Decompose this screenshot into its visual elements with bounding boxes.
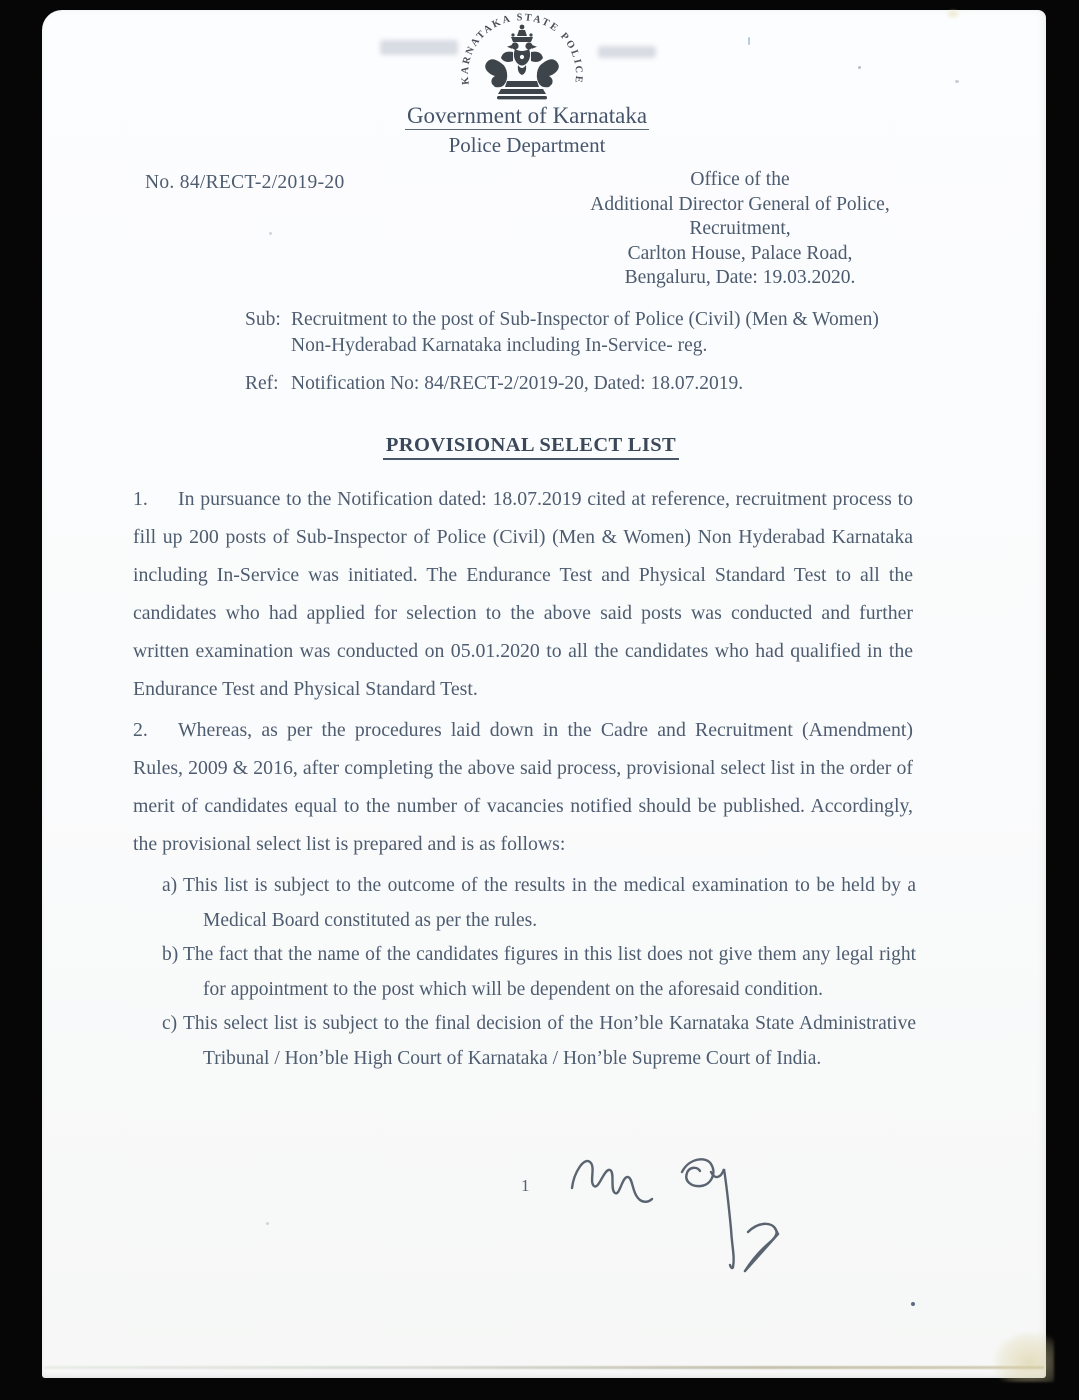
list-item-c: [162, 1007, 916, 1076]
subject-line: [245, 307, 963, 359]
subject-text-line2: Non-Hyderabad Karnataka including In-Service- reg.: [291, 335, 708, 356]
document-title-row: [42, 434, 1020, 457]
office-address-line: Carlton House, Palace Road,: [627, 242, 853, 264]
conditions-list: [162, 869, 916, 1076]
list-item-c-text: This select list is subject to the final decision of the Hon’ble Karnataka State Administrative Tribunal / Hon’ble High Court of Karnataka / Hon’ble Supreme Court of India.: [183, 1013, 916, 1069]
scan-stain: [994, 1332, 1054, 1382]
document-page: [42, 10, 1046, 1378]
page-number: 1: [521, 1176, 530, 1195]
office-address-line: Additional Director General of Police,: [590, 193, 890, 215]
department-title: Police Department: [448, 133, 606, 157]
scan-speck: [955, 80, 959, 83]
paragraph-2-number: 2.: [133, 719, 148, 741]
karnataka-state-police-emblem: [447, 13, 597, 115]
scan-speck: [266, 1222, 269, 1225]
office-address-line: Office of the: [690, 169, 790, 190]
paragraph-1-number: 1.: [133, 488, 148, 510]
scan-speck: [748, 37, 750, 45]
scan-paper-edge: [44, 1366, 1044, 1369]
letter-number: No. 84/RECT-2/2019-20: [145, 172, 345, 193]
office-address-block: [490, 168, 990, 291]
reference-text: Notification No: 84/RECT-2/2019-20, Dated: 18.07.2019.: [291, 373, 744, 394]
emblem-arc-text: KARNATAKA STATE POLICE: [459, 13, 585, 86]
scan-ghost-stamp: [380, 40, 458, 55]
gandaberunda-crest-icon: [485, 25, 559, 100]
scan-stain: [945, 8, 961, 20]
list-item-c-marker: c): [162, 1013, 178, 1034]
subject-text: [291, 307, 963, 359]
signature: [552, 1130, 802, 1305]
paragraph-2: [133, 711, 913, 863]
reference-label: Ref:: [245, 373, 279, 394]
list-item-a-text: This list is subject to the outcome of the results in the medical examination to be held by a Medical Board constituted as per the rules.: [183, 875, 916, 931]
subject-text-line1: Recruitment to the post of Sub-Inspector of Police (Civil) (Men & Women): [291, 309, 879, 330]
list-item-a: [162, 869, 916, 938]
list-item-b-marker: b): [162, 944, 179, 965]
office-address-line: Bengaluru, Date: 19.03.2020.: [624, 267, 856, 288]
government-title: Government of Karnataka: [406, 103, 648, 128]
scan-speck: [269, 232, 272, 235]
scan-speck: [858, 66, 861, 69]
scan-ghost-stamp: [598, 46, 656, 58]
scan-speck: [911, 1302, 915, 1306]
paragraph-1-text: In pursuance to the Notification dated: 18.07.2019 cited at reference, recruitment process to fill up 200 posts of Sub-Inspector of Police (Civil) (Men & Women) Non Hyderabad Karnataka including In-Service was initiated. The Endurance Test and Physical Standard Test to all the candidates who had applied for selection to the above said posts was conducted and further written examination was conducted on 05.01.2020 to all the candidates who had qualified in the Endurance Test and Physical Standard Test.: [133, 488, 913, 700]
reference-line: [245, 371, 963, 397]
list-item-b: [162, 938, 916, 1007]
subject-label: Sub:: [245, 309, 281, 330]
document-title: PROVISIONAL SELECT LIST: [383, 434, 679, 460]
paragraph-1: [133, 480, 913, 708]
list-item-a-marker: a): [162, 875, 178, 896]
list-item-b-text: The fact that the name of the candidates figures in this list does not give them any legal right for appointment to the post which will be dependent on the aforesaid condition.: [183, 944, 916, 1000]
office-address-line: Recruitment,: [689, 218, 791, 239]
paragraph-2-text: Whereas, as per the procedures laid down in the Cadre and Recruitment (Amendment) Rules, 2009 & 2016, after completing the above said process, provisional select list in the order of merit of candidates equal to the number of vacancies notified should be published. Accordingly, the provisional select list is prepared and is as follows:: [133, 719, 913, 855]
